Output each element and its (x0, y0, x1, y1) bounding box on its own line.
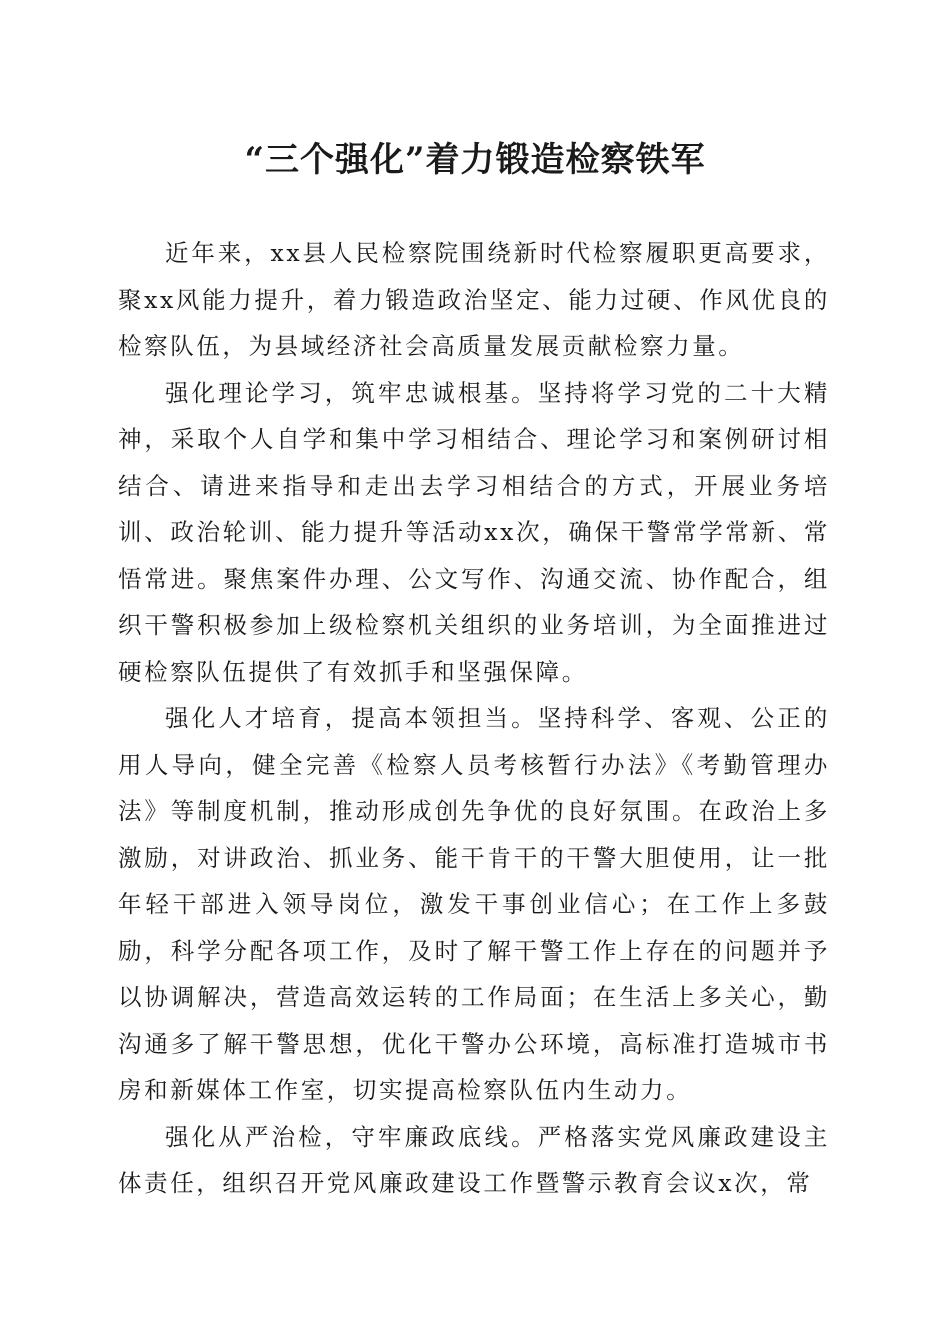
paragraph-talent-cultivation: 强化人才培育，提高本领担当。坚持科学、客观、公正的用人导向，健全完善《检察人员考核暂行办法》《考勤管理办法》等制度机制，推动形成创先争优的良好氛围。在政治上多激励，对讲政治、抓业务、能干肯干的干警大胆使用，让一批年轻干部进入领导岗位，激发干事创业信心；在工作上多鼓励，科学分配各项工作，及时了解干警工作上存在的问题并予以协调解决，营造高效运转的工作局面；在生活上多关心，勤沟通多了解干警思想，优化干警办公环境，高标准打造城市书房和新媒体工作室，切实提高检察队伍内生动力。 (118, 704, 830, 1104)
document-title: “三个强化”着力锻造检察铁军 (244, 140, 706, 180)
paragraph-theory-study: 强化理论学习，筑牢忠诚根基。坚持将学习党的二十大精神，采取个人自学和集中学习相结合、理论学习和案例研讨相结合、请进来指导和走出去学习相结合的方式，开展业务培训、政治轮训、能力提升等活动xx次，确保干警常学常新、常悟常进。聚焦案件办理、公文写作、沟通交流、协作配合，组织干警积极参加上级检察机关组织的业务培训，为全面推进过硬检察队伍提供了有效抓手和坚强保障。 (118, 378, 830, 686)
document-body (118, 230, 830, 1207)
paragraph-strict-governance: 强化从严治检，守牢廉政底线。严格落实党风廉政建设主体责任，组织召开党风廉政建设工作暨警示教育会议x次，常 (118, 1122, 830, 1197)
paragraph-intro: 近年来，xx县人民检察院围绕新时代检察履职更高要求，聚xx风能力提升，着力锻造政治坚定、能力过硬、作风优良的检察队伍，为县域经济社会高质量发展贡献检察力量。 (118, 239, 830, 360)
